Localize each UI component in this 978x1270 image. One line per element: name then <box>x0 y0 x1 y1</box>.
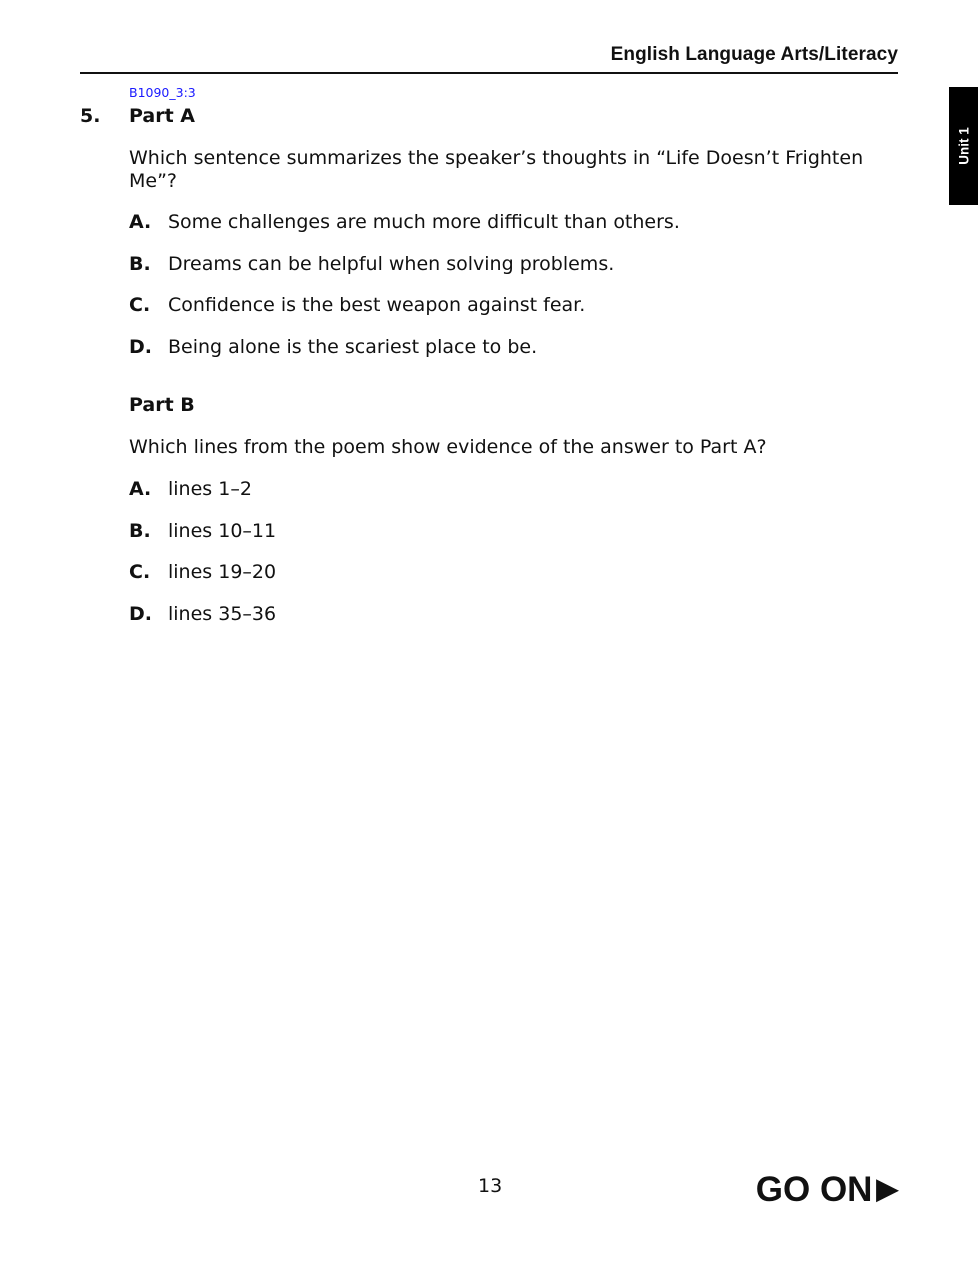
option-letter: A. <box>129 478 152 500</box>
option-text: Confidence is the best weapon against fear. <box>168 294 586 316</box>
option-text: Some challenges are much more difficult than others. <box>168 211 680 233</box>
option-text: Dreams can be helpful when solving problems. <box>168 253 615 275</box>
question-number: 5. <box>80 105 101 127</box>
option-text: lines 19–20 <box>168 561 277 583</box>
part-a-heading: Part A <box>129 105 196 127</box>
option-letter: C. <box>129 294 151 316</box>
play-arrow-icon: ▶ <box>876 1173 898 1204</box>
item-code: B1090_3:3 <box>129 85 196 100</box>
part-b-prompt: Which lines from the poem show evidence of the answer to Part A? <box>129 436 767 458</box>
unit-tab <box>949 87 978 205</box>
header-divider <box>80 72 898 74</box>
go-on-label: GO ON <box>755 1170 873 1209</box>
page-number: 13 <box>478 1175 503 1197</box>
part-b-heading: Part B <box>129 394 195 416</box>
unit-tab-label: Unit 1 <box>956 127 971 165</box>
option-letter: B. <box>129 520 151 542</box>
option-text: lines 35–36 <box>168 603 277 625</box>
go-on-indicator <box>756 1170 898 1210</box>
part-a-prompt: Which sentence summarizes the speaker’s thoughts in “Life Doesn’t Frighten Me”? <box>129 147 864 192</box>
option-letter: C. <box>129 561 151 583</box>
option-text: lines 1–2 <box>168 478 252 500</box>
option-letter: A. <box>129 211 152 233</box>
option-letter: B. <box>129 253 151 275</box>
option-text: Being alone is the scariest place to be. <box>168 336 538 358</box>
option-text: lines 10–11 <box>168 520 277 542</box>
option-letter: D. <box>129 336 152 358</box>
header-title: English Language Arts/Literacy <box>610 44 898 65</box>
option-letter: D. <box>129 603 152 625</box>
